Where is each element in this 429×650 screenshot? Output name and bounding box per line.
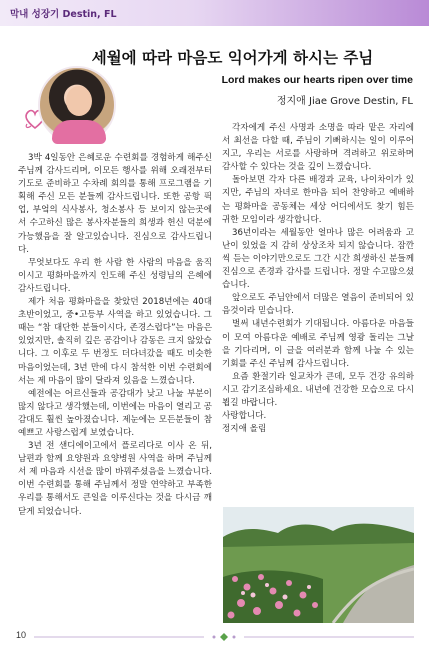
right-column	[222, 122, 414, 436]
avatar-shirt	[52, 120, 106, 144]
paragraph: 각자에게 주신 사명과 소명을 따라 맡은 자리에서 최선을 다할 때, 주님이 기뻐하시는 일이 이루어지고, 우리는 서로를 사랑하며 격려하고 위로하며 감사할 수 있다는 것을 깊이 느꼈습니다.	[222, 123, 414, 173]
paragraph: 돌아보면 각자 다른 배경과 교육, 나이차이가 있지만, 주님의 자녀로 한마음 되어 찬양하고 예배하는 평화마을 공동체는 세상 어디에서도 찾기 힘든 귀한 모임이라 생각합니다.	[222, 175, 414, 225]
paragraph: 요즘 환절기라 일교차가 큰데, 모두 건강 유의하시고 감기조심하세요. 내년에 건강한 모습으로 다시뵙길 바랍니다.	[222, 371, 414, 408]
header-band	[0, 0, 429, 26]
paragraph: 예전에는 어르신들과 공감대가 낮고 나눌 부분이 많지 않다고 생각했는데, 이번에는 마음이 열리고 공감대도 훨씬 높아졌습니다. 제눈에는 모든분들이 참 예쁘고 사랑스럽게 보였습니다.	[18, 388, 212, 438]
paragraph: 벌써 내년수련회가 기대됩니다. 아름다운 마음들이 모여 아름다운 예배로 주님께 영광 돌리는 그날을 기다리며, 이 글을 여러분과 함께 나눌 수 있는 기회를 주신 주님께 감사드립니다.	[222, 319, 414, 369]
article-title: 세월에 따라 마음도 익어가게 하시는 주님	[91, 49, 374, 67]
paragraph: 3년 전 샌디에이고에서 플로리다로 이사 온 뒤, 남편과 함께 요양원과 요양병원 사역을 하며 주님께서 제 마음과 시선을 많이 바꿔주셨음을 느꼈습니다. 이번 수련회를 통해 주님께서 정말 연약하고 부족한 우리를 통해서도 큰일을 이루신다는 것을 다시금 깨닫게 되었습니다.	[18, 441, 212, 517]
signature-line: 정지애 올림	[222, 424, 267, 435]
left-column	[18, 152, 212, 519]
article-author: 정지애 Jiae Grove Destin, FL	[276, 96, 413, 107]
author-avatar	[38, 66, 116, 144]
park-illustration	[223, 507, 414, 623]
park-photo	[223, 507, 414, 623]
paragraph: 3박 4일동안 은혜로운 수련회를 경험하게 해주신 주님께 감사드리며, 이모든 행사를 위해 오래전부터 기도로 준비하고 수차례 회의를 통해 프로그램을 기획해 주신 모든 분들께 감사드립니다. 또한 공항 픽업, 부엌의 식사봉사, 청소봉사 등 보이지 않는곳에서 수고하신 많은 봉사자분들의 희생과 헌신 덕분에 가능했음을 잘 알고있습니다. 진심으로 감사드립니다.	[18, 153, 212, 255]
paragraph: 앞으로도 주님안에서 더많은 열음이 준비되어 있음것이라 믿습니다.	[222, 293, 414, 317]
paragraph: 제가 처음 평화마을을 찾았던 2018년에는 40대 초반이었고, 중•고등부 사역을 하고 있었습니다. 그때는 “참 대단한 분들이시다, 존경스럽다”는 마음은 있었지만, 솔직히 깊은 공감이나 감동은 크지 않았습니다. 그 이후로 두 번정도 더다녀갔을 때도 비슷한 마음이었는데, 3년 만에 다시 참석한 이번 수련회에서는 제 마음이 많이 달라져 있음을 느꼈습니다.	[18, 297, 212, 386]
section-title: 막내 성장기 Destin, FL	[10, 9, 117, 20]
avatar-face	[66, 86, 92, 116]
page-number: 10	[16, 630, 27, 640]
paragraph: 무엇보다도 우리 한 사람 한 사람의 마음을 움직이시고 평화마을까지 인도해 주신 성령님의 은혜에 감사드립니다.	[18, 257, 212, 294]
footer-divider	[34, 632, 414, 642]
paragraph: 36년이라는 세월동안 얼마나 많은 어려움과 고난이 있었을 지 감히 상상조차 되지 않습니다. 잠깐씩 듣는 이야기만으로도 그간 시간 희생하신 분들께 진심으로 존경과 감사를 드립니다. 정말 수고많으셨습니다.	[222, 227, 414, 291]
article-subtitle: Lord makes our hearts ripen over time	[221, 74, 413, 86]
author-photo	[16, 66, 116, 150]
closing-line: 사랑합니다.	[222, 411, 267, 422]
